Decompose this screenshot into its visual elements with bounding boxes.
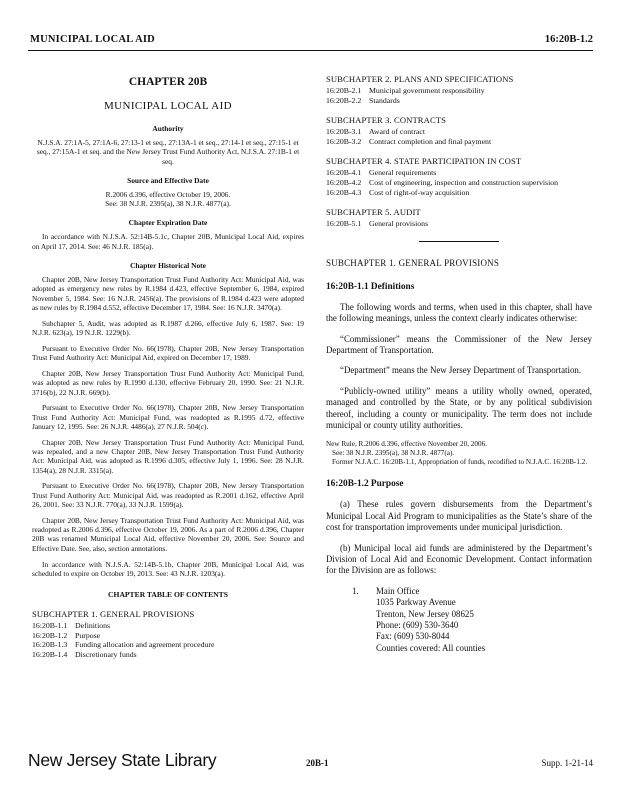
purpose-heading: 16:20B-1.2 Purpose — [326, 479, 404, 490]
definition-utility: “Publicly-owned utility” means a utility wholly owned, operated, managed and controlled by the State, or by any political subdivision thereof, including a county or municipality. The term does not include municipal or county utility authorities. — [326, 385, 592, 430]
definition-department: “Department” means the New Jersey Department of Transportation. — [340, 365, 582, 376]
toc-entry-number: 16:20B-2.2 — [326, 95, 362, 105]
toc-entry-title: Standards — [369, 95, 400, 105]
history-heading: Chapter Historical Note — [130, 261, 206, 271]
contact-line: Fax: (609) 530-8044 — [376, 631, 450, 642]
toc-entry[interactable] — [326, 178, 592, 188]
source-line: R.2006 d.396, effective October 19, 2006. — [105, 189, 231, 199]
toc-entry[interactable] — [326, 86, 592, 96]
toc-entry-number: 16:20B-1.3 — [32, 640, 68, 650]
contact-line: Counties covered: All counties — [376, 642, 486, 653]
chapter-title: CHAPTER 20B — [128, 76, 208, 88]
contact-line: Main Office — [376, 585, 420, 596]
contact-lines — [376, 586, 485, 654]
toc-entry-title: Cost of right-of-way acquisition — [369, 187, 470, 197]
toc-entry-number: 16:20B-4.1 — [326, 168, 362, 178]
page-footer — [28, 750, 593, 780]
history-line: See: 38 N.J.R. 2395(a), 38 N.J.R. 4877(a). — [332, 449, 455, 458]
toc-entry-title: General requirements — [369, 168, 437, 178]
toc-subchapter: SUBCHAPTER 5. AUDIT — [326, 207, 421, 218]
section-divider — [419, 241, 499, 242]
right-column — [326, 62, 592, 654]
toc-entry-number: 16:20B-1.2 — [32, 630, 68, 640]
history-notes — [32, 275, 304, 578]
definitions-history — [326, 440, 592, 467]
toc-entry[interactable] — [326, 96, 592, 106]
toc-entry[interactable] — [32, 631, 304, 641]
definitions-body — [326, 302, 592, 432]
header-chapter-name: MUNICIPAL LOCAL AID — [30, 34, 155, 45]
history-paragraph: Chapter 20B, New Jersey Transportation Trust Fund Authority Act: Municipal Fund, was repealed, and a new Chapter 20B, New Jersey Transportation Trust Fund Authority Act: Municipal Aid, was adopted as R.1996 d.305, effective July 1, 1996. See: 28 N.J.R. 1354(a), 28 N.J.R. 3315(a). — [32, 437, 304, 475]
left-column — [32, 62, 304, 659]
toc-entry-number: 16:20B-3.1 — [326, 127, 362, 137]
definition-commissioner: “Commissioner” means the Commissioner of the New Jersey Department of Transportation. — [326, 333, 592, 355]
toc-entry[interactable] — [32, 650, 304, 660]
toc-entry-title: Funding allocation and agreement procedure — [75, 640, 215, 650]
toc-subchapter: SUBCHAPTER 1. GENERAL PROVISIONS — [32, 609, 195, 620]
chapter-name: MUNICIPAL LOCAL AID — [104, 100, 232, 112]
toc-group — [326, 207, 592, 229]
toc-entry-number: 16:20B-4.2 — [326, 177, 362, 187]
toc-entry[interactable] — [326, 127, 592, 137]
source-line: See: 38 N.J.R. 2395(a), 38 N.J.R. 4877(a). — [105, 199, 231, 209]
toc-entry-number: 16:20B-1.4 — [32, 649, 68, 659]
toc-group — [326, 74, 592, 105]
toc-entry-title: Discretionary funds — [75, 649, 137, 659]
history-paragraph: Chapter 20B, New Jersey Transportation Trust Fund Authority Act: Municipal Aid, was adopted as emergency new rules by R.1984 d.423, effective September 6, 1984, expired November 5, 1984. See: 16 N.J.R. 2456(a). The provisions of R.1984 d.423 were adopted as new rules by R.1984 d.552, effective December 17, 1984. See: 16 N.J.R. 3470(a). — [32, 275, 304, 312]
toc-group — [326, 156, 592, 197]
history-line: New Rule, R.2006 d.396, effective November 20, 2006. — [326, 440, 487, 449]
history-line: Former N.J.A.C. 16:20B-1.1, Appropriation of funds, recodified to N.J.A.C. 16:20B-1.2. — [332, 458, 588, 467]
toc-subchapter: SUBCHAPTER 4. STATE PARTICIPATION IN COST — [326, 156, 522, 167]
purpose-paragraph-a: (a) These rules govern disbursements from the Department’s Municipal Local Aid Program to municipalities as the State’s share of the cost for transportation improvements under municipal jurisdiction. — [326, 499, 592, 533]
history-paragraph: In accordance with N.J.S.A. 52:14B-5.1b, Chapter 20B, Municipal Local Aid, was scheduled to expire on October 19, 2013. See: 43 N.J.R. 1203(a). — [32, 559, 304, 578]
expiration-text: In accordance with N.J.S.A. 52:14B-5.1c, Chapter 20B, Municipal Local Aid, expires on April 17, 2014. See: 46 N.J.R. 185(a). — [32, 232, 304, 251]
toc-entry[interactable] — [326, 188, 592, 198]
history-paragraph: Chapter 20B, New Jersey Transportation Trust Fund Authority Act: Municipal Aid, was readopted as R.2006 d.396, effective October 19, 2006. As a part of R.2006 d.396, Chapter 20B was renamed Municipal Local Aid, effective November 20, 2006. See: Source and Effective Date. See, also, section annotations. — [32, 515, 304, 553]
expiration-heading: Chapter Expiration Date — [128, 218, 208, 228]
history-paragraph: Subchapter 5, Audit, was adopted as R.1987 d.266, effective July 6, 1987. See: 19 N.J.R. 623(a), 19 N.J.R. 1229(b). — [32, 318, 304, 338]
authority-heading: Authority — [152, 124, 184, 133]
toc-entry-number: 16:20B-4.3 — [326, 187, 362, 197]
toc-subchapter: SUBCHAPTER 3. CONTRACTS — [326, 115, 447, 126]
history-paragraph: Pursuant to Executive Order No. 66(1978), Chapter 20B, New Jersey Transportation Trust Fund Authority Act: Municipal Fund, was readopted as R.1995 d.72, effective January 12, 1995. See: 26 N.J.R. 4486(a), 27 N.J.R. 504(c). — [32, 403, 304, 431]
toc-entry-number: 16:20B-3.2 — [326, 136, 362, 146]
toc-entry-title: Cost of engineering, inspection and construction supervision — [369, 177, 559, 187]
toc-group — [326, 115, 592, 146]
source-block — [32, 190, 304, 209]
source-heading: Source and Effective Date — [127, 175, 209, 185]
contact-line: Trenton, New Jersey 08625 — [376, 608, 474, 619]
supplement-date: Supp. 1-21-14 — [541, 758, 593, 768]
authority-text: N.J.S.A. 27:1A-5, 27:1A-6, 27:13-1 et seq., 27:13A-1 et seq., 27:14-1 et seq., 27:15-1 et seq., 27:15A-1 et seq. and the New Jersey Trust Fund Authority Act, N.J.S.A. 27:1B-1 et seq. — [36, 138, 300, 166]
toc-entry[interactable] — [326, 219, 592, 229]
toc-entry-title: Contract completion and final payment — [369, 136, 492, 146]
definitions-intro: The following words and terms, when used in this chapter, shall have the following meanings, unless the context clearly indicates otherwise: — [326, 301, 592, 324]
library-stamp: New Jersey State Library — [28, 750, 217, 770]
toc-entry-title: Definitions — [75, 621, 111, 631]
running-header — [28, 30, 593, 51]
contact-number: 1. — [352, 585, 359, 596]
purpose-paragraph-b: (b) Municipal local aid funds are administered by the Department’s Division of Local Aid and Economic Development. Contact information for the Division are as follows: — [326, 542, 592, 576]
toc-entry[interactable] — [326, 137, 592, 147]
toc-entry[interactable] — [32, 621, 304, 631]
contact-block — [352, 586, 592, 654]
contact-line: Phone: (609) 530-3640 — [376, 620, 459, 631]
toc-heading: CHAPTER TABLE OF CONTENTS — [108, 590, 228, 600]
history-paragraph: Pursuant to Executive Order No. 66(1978), Chapter 20B, New Jersey Transportation Trust Fund Authority Act: Municipal Aid, was readopted as R.2001 d.162, effective April 26, 2001. See: 33 N.J.R. 770(a), 33 N.J.R. 1599(a). — [32, 481, 304, 510]
page-number: 20B-1 — [306, 758, 329, 768]
header-section-number: 16:20B-1.2 — [544, 34, 593, 45]
toc-entry-number: 16:20B-2.1 — [326, 86, 362, 95]
toc-entry-title: Award of contract — [369, 127, 426, 137]
toc-entry-number: 16:20B-1.1 — [32, 621, 68, 631]
toc-entry-title: General provisions — [369, 219, 429, 229]
contact-line: 1035 Parkway Avenue — [376, 597, 456, 608]
subchapter-heading: SUBCHAPTER 1. GENERAL PROVISIONS — [326, 257, 500, 268]
toc-entry-title: Purpose — [75, 630, 101, 640]
toc-entry[interactable] — [326, 168, 592, 178]
toc-entry[interactable] — [32, 640, 304, 650]
history-paragraph: Pursuant to Executive Order No. 66(1978), Chapter 20B, New Jersey Transportation Trust Fund Authority Act: Municipal Aid, expired on December 17, 1989. — [32, 343, 304, 363]
history-paragraph: Chapter 20B, New Jersey Transportation Trust Fund Authority Act: Municipal Fund, was adopted as new rules by R.1990 d.130, effective February 20, 1990. See: 21 N.J.R. 3716(b), 22 N.J.R. 669(b). — [32, 368, 304, 397]
definitions-heading: 16:20B-1.1 Definitions — [326, 281, 415, 292]
purpose-body — [326, 499, 592, 576]
toc-list — [32, 621, 304, 659]
toc-entry-title: Municipal government responsibility — [369, 86, 485, 95]
toc-subchapter: SUBCHAPTER 2. PLANS AND SPECIFICATIONS — [326, 74, 514, 84]
toc-entry-number: 16:20B-5.1 — [326, 219, 362, 229]
